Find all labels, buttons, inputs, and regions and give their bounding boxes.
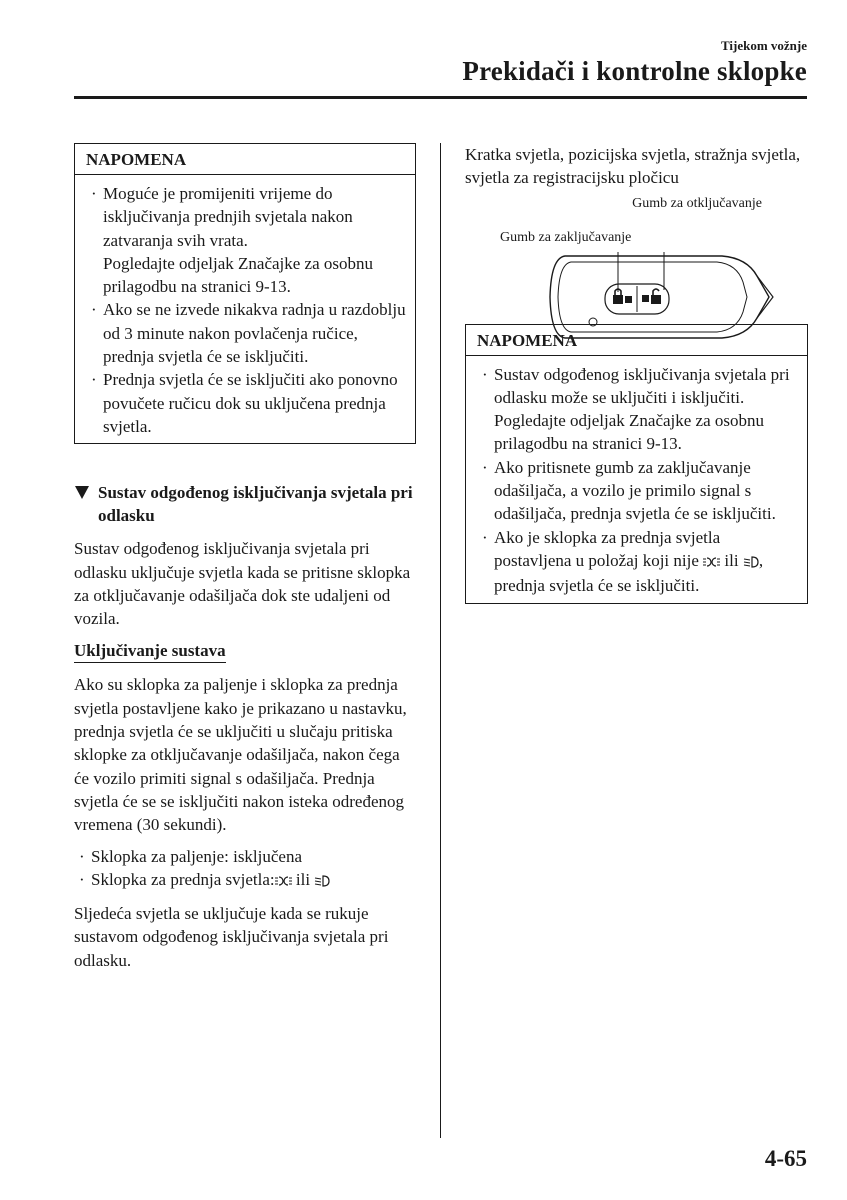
note-item-text: Ako pritisnete gumb za zaključavanje odašiljača, a vozilo je primilo signal s odašiljača, prednja svjetla će se isključiti. <box>494 457 776 524</box>
page-title: Prekidači i kontrolne sklopke <box>462 56 807 86</box>
note-box-left <box>74 143 416 444</box>
note-item-text: Sustav odgođenog isključivanja svjetala pri odlasku može se uključiti i isključiti. <box>494 364 790 407</box>
note-item-reference: Pogledajte odjeljak Značajke za osobnu prilagodbu na stranici 9-13. <box>103 253 374 297</box>
note-item-reference: Pogledajte odjeljak Značajke za osobnu prilagodbu na stranici 9-13. <box>494 411 765 454</box>
note-box-right <box>465 324 808 604</box>
header-rule <box>74 96 807 99</box>
parking-light-icon <box>275 870 292 893</box>
column-divider <box>440 143 441 1138</box>
condition-headlight <box>74 868 416 893</box>
activation-heading: Uključivanje sustava <box>74 640 226 663</box>
right-column <box>465 143 808 604</box>
headlight-low-beam-icon <box>314 870 330 893</box>
subsection-title: Sustav odgođenog isključivanja svjetala pri odlasku <box>98 483 413 526</box>
key-fob-figure <box>465 144 808 307</box>
note-item <box>86 368 409 438</box>
lock-icon <box>613 289 632 304</box>
note-item <box>86 182 409 298</box>
condition-headlight-text: Sklopka za prednja svjetla: <box>91 869 275 889</box>
note-item <box>477 456 801 526</box>
note-list <box>466 356 807 603</box>
left-column <box>74 143 416 972</box>
section-label: Tijekom vožnje <box>720 38 807 53</box>
note-item-text-part2: , prednja svjetla će se isključiti. <box>494 550 764 596</box>
note-item-text: Ako se ne izvede nikakva radnja u razdoblju od 3 minute nakon povlačenja ručice, prednja svjetla će se isključiti. <box>103 300 406 367</box>
conditions-list <box>74 845 416 894</box>
or-word: ili <box>295 869 311 889</box>
page-number: 4-65 <box>764 1146 807 1171</box>
headlight-low-beam-icon <box>743 551 759 574</box>
callout-lock-button: Gumb za zaključavanje <box>500 229 632 245</box>
closing-paragraph: Sljedeća svjetla se uključuje kada se rukuje sustavom odgođenog isključivanja svjetala pri odlasku. <box>74 904 389 970</box>
note-list <box>75 175 415 443</box>
parking-light-icon <box>703 551 720 574</box>
intro-paragraph: Sustav odgođenog isključivanja svjetala pri odlasku uključuje svjetla kada se pritisne sklopka za otključavanje odašiljača dok ste udaljeni od vozila. <box>74 539 411 629</box>
unlock-icon <box>642 289 661 304</box>
note-item-text-part1: Ako je sklopka za prednja svjetla postavljena u položaj koji nije <box>494 527 721 570</box>
note-item <box>477 526 801 598</box>
note-item <box>477 363 801 456</box>
condition-ignition-text: Sklopka za paljenje: isključena <box>91 846 303 866</box>
lights-list-text: Kratka svjetla, pozicijska svjetla, stražnja svjetla, svjetla za registracijsku pločicu <box>465 145 801 188</box>
or-word: ili <box>724 550 739 570</box>
key-fob-illustration <box>547 252 777 342</box>
triangle-marker-icon <box>75 486 89 499</box>
condition-ignition <box>74 845 416 868</box>
note-item-text: Prednja svjetla će se isključiti ako ponovno povučete ručicu dok su uključena prednja svjetla. <box>103 370 398 436</box>
activation-paragraph: Ako su sklopka za paljenje i sklopka za prednja svjetla postavljene kako je prikazano u nastavku, prednja svjetla će se uključiti u slučaju pritiska sklopke za otključavanje odašiljača, nakon čega će vozilo primiti signal s odašiljača. Prednja svjetla će se se isključiti nakon isteka određenog vremena (30 sekundi). <box>74 675 407 835</box>
note-item <box>86 298 409 368</box>
callout-unlock-button: Gumb za otključavanje <box>632 195 762 211</box>
subsection-heading <box>74 481 416 527</box>
note-title: NAPOMENA <box>75 144 415 175</box>
note-title: NAPOMENA <box>466 325 807 356</box>
note-item-text: Moguće je promijeniti vrijeme do isključivanja prednjih svjetala nakon zatvaranja svih vrata. <box>103 184 353 250</box>
